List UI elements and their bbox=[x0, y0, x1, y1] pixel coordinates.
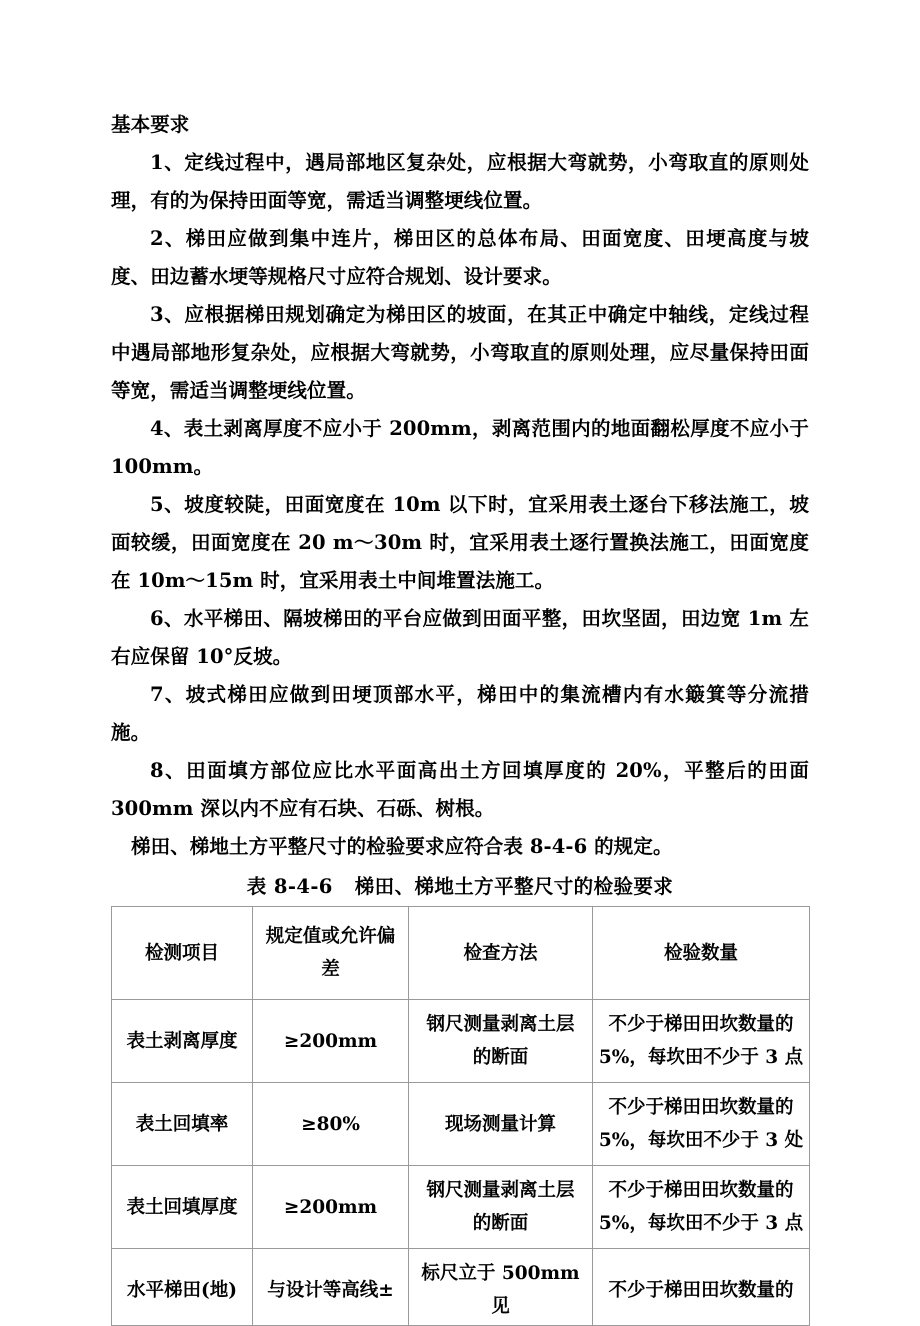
cell-method-line1: 现场测量计算 bbox=[444, 1113, 556, 1135]
column-header-method: 检查方法 bbox=[409, 907, 593, 1000]
paragraph-5: 5、坡度较陡，田面宽度在 10m 以下时，宜采用表土逐台下移法施工，坡面较缓，田面宽度在 20 m～30m 时，宜采用表土逐行置换法施工，田面宽度在 10m～15m 时，宜采用表土中间堆置法施工。 bbox=[111, 493, 809, 592]
cell-method bbox=[409, 1249, 593, 1326]
cell-method-line2: 的断面 bbox=[472, 1213, 529, 1234]
column-header-item: 检测项目 bbox=[112, 907, 253, 1000]
table-row bbox=[112, 1249, 810, 1326]
table-caption bbox=[111, 870, 809, 904]
cell-method-line1: 钢尺测量剥离土层 bbox=[426, 1180, 575, 1201]
cell-quantity-line1: 不少于梯田田坎数量的 bbox=[608, 1180, 794, 1201]
section-heading: 基本要求 bbox=[111, 113, 190, 136]
cell-item: 表土回填率 bbox=[112, 1083, 253, 1166]
column-header-spec: 规定值或允许偏差 bbox=[253, 907, 409, 1000]
paragraph-2: 2、梯田应做到集中连片，梯田区的总体布局、田面宽度、田埂高度与坡度、田边蓄水埂等规格尺寸应符合规划、设计要求。 bbox=[111, 227, 809, 288]
document-content bbox=[111, 106, 809, 1326]
cell-method-line2: 的断面 bbox=[472, 1047, 529, 1068]
cell-spec: ≥200mm bbox=[253, 1166, 409, 1249]
cell-quantity-line2: 5%，每坎田不少于 3 点 bbox=[598, 1047, 804, 1068]
inspection-requirements-table bbox=[111, 906, 810, 1326]
cell-quantity bbox=[593, 1000, 810, 1083]
paragraph-8: 8、田面填方部位应比水平面高出土方回填厚度的 20%，平整后的田面 300mm 深以内不应有石块、石砾、树根。 bbox=[111, 759, 809, 820]
cell-item: 水平梯田(地) bbox=[112, 1249, 253, 1326]
cell-quantity bbox=[593, 1249, 810, 1326]
cell-quantity bbox=[593, 1166, 810, 1249]
cell-spec: ≥80% bbox=[253, 1083, 409, 1166]
table-row bbox=[112, 1083, 810, 1166]
cell-quantity-line2: 5%，每坎田不少于 3 点 bbox=[598, 1213, 804, 1234]
cell-quantity bbox=[593, 1083, 810, 1166]
cell-quantity-line1: 不少于梯田田坎数量的 bbox=[608, 1097, 794, 1118]
paragraph-7: 7、坡式梯田应做到田埂顶部水平，梯田中的集流槽内有水簸箕等分流措施。 bbox=[111, 683, 809, 744]
column-header-quantity: 检验数量 bbox=[593, 907, 810, 1000]
cell-method-line1: 钢尺测量剥离土层 bbox=[426, 1014, 575, 1035]
table-intro-text: 梯田、梯地土方平整尺寸的检验要求应符合表 8-4-6 的规定。 bbox=[131, 835, 673, 858]
paragraph-4: 4、表土剥离厚度不应小于 200mm，剥离范围内的地面翻松厚度不应小于 100mm。 bbox=[111, 417, 809, 478]
paragraph-3: 3、应根据梯田规划确定为梯田区的坡面，在其正中确定中轴线，定线过程中遇局部地形复杂处，应根据大弯就势，小弯取直的原则处理，应尽量保持田面等宽，需适当调整埂线位置。 bbox=[111, 303, 809, 402]
table-row bbox=[112, 1166, 810, 1249]
table-caption-title: 梯田、梯地土方平整尺寸的检验要求 bbox=[354, 875, 674, 898]
cell-item: 表土回填厚度 bbox=[112, 1166, 253, 1249]
table-header-row bbox=[112, 907, 810, 1000]
cell-method-line1: 标尺立于 500mm 见 bbox=[421, 1263, 580, 1317]
table-caption-number: 表 8-4-6 bbox=[246, 875, 333, 898]
cell-quantity-line1: 不少于梯田田坎数量的 bbox=[608, 1279, 794, 1301]
cell-method bbox=[409, 1000, 593, 1083]
paragraph-6: 6、水平梯田、隔坡梯田的平台应做到田面平整，田坎坚固，田边宽 1m 左右应保留 10°反坡。 bbox=[111, 607, 809, 668]
cell-quantity-line2: 5%，每坎田不少于 3 处 bbox=[598, 1130, 804, 1151]
cell-spec: ≥200mm bbox=[253, 1000, 409, 1083]
cell-method bbox=[409, 1166, 593, 1249]
paragraph-1: 1、定线过程中，遇局部地区复杂处，应根据大弯就势，小弯取直的原则处理，有的为保持田面等宽，需适当调整埂线位置。 bbox=[111, 151, 809, 212]
cell-spec: 与设计等高线± bbox=[253, 1249, 409, 1326]
table-row bbox=[112, 1000, 810, 1083]
cell-method bbox=[409, 1083, 593, 1166]
cell-item: 表土剥离厚度 bbox=[112, 1000, 253, 1083]
cell-quantity-line1: 不少于梯田田坎数量的 bbox=[608, 1014, 794, 1035]
